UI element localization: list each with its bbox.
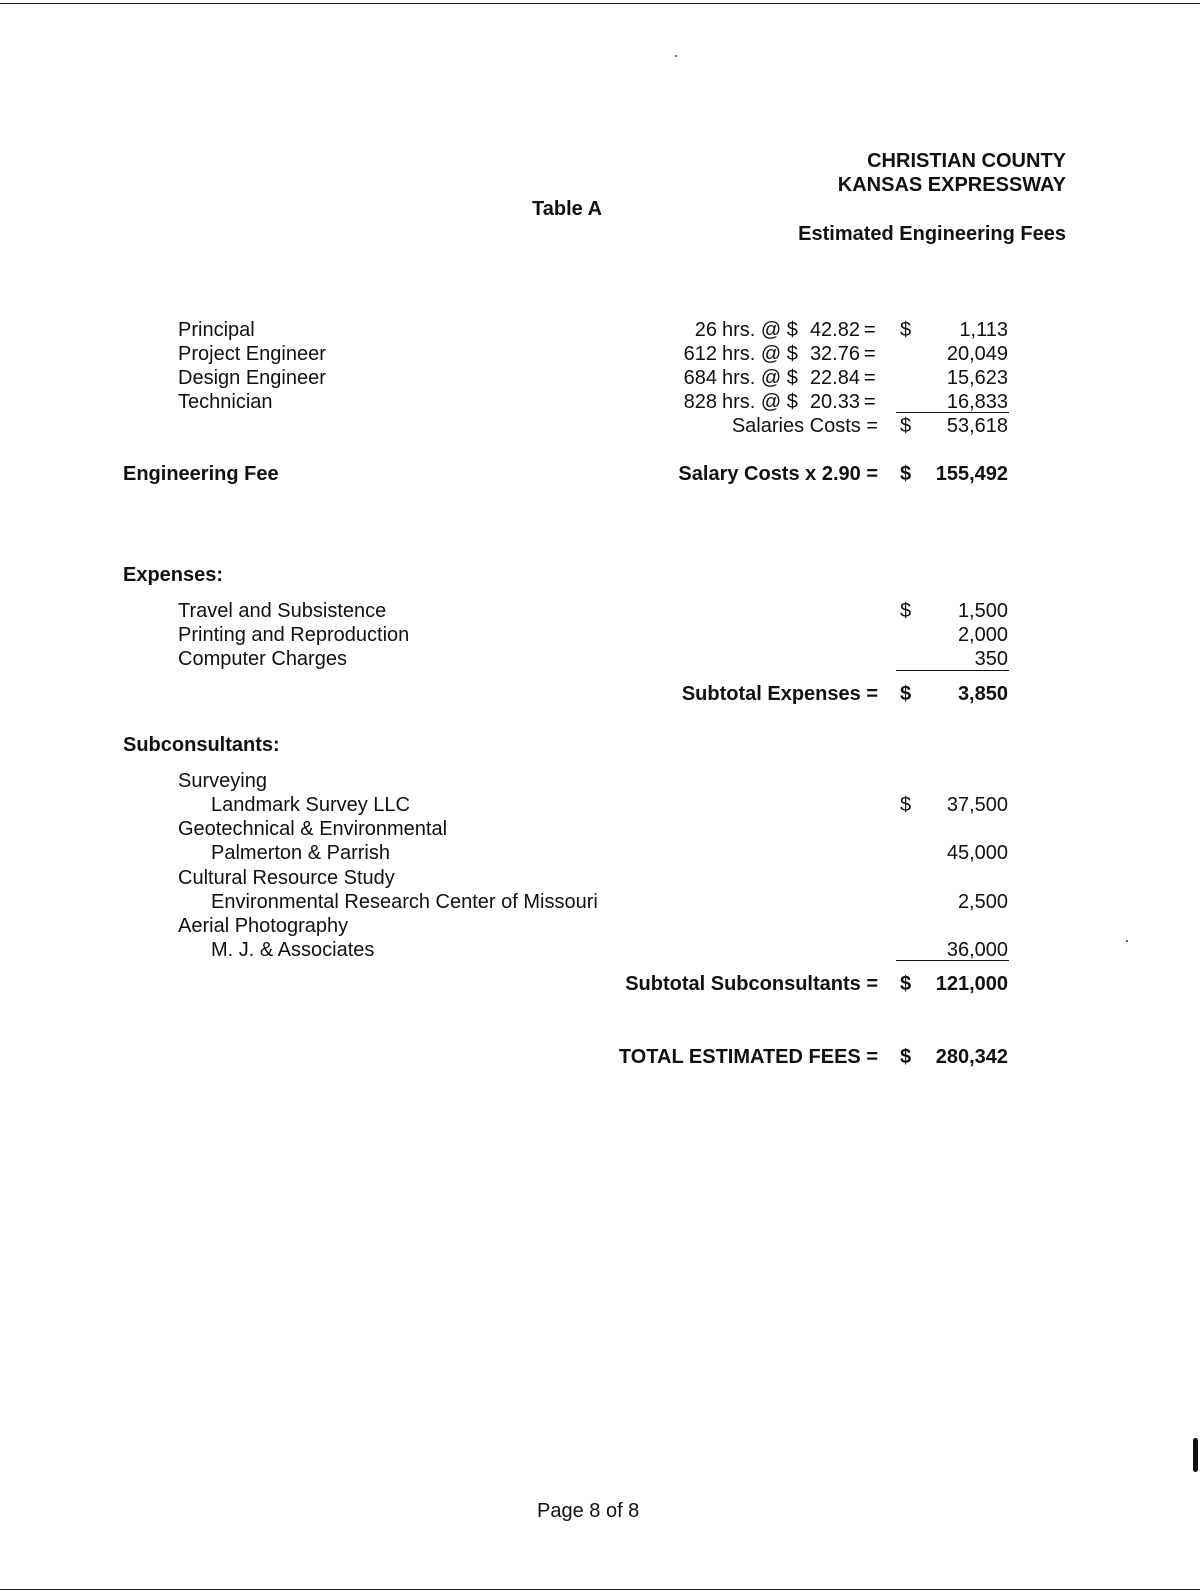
salaries-label: Salaries Costs = [731,415,878,437]
subconsultants-heading: Subconsultants: [123,734,280,756]
table-label: Table A [532,198,603,220]
header-subtitle: Estimated Engineering Fees [798,223,1066,245]
subtotal-subconsultants-label: Subtotal Subconsultants = [625,973,878,995]
subtotal-expenses-label: Subtotal Expenses = [681,683,878,705]
salaries-amount: 53,618 [946,415,1008,437]
salaries-dollar: $ [900,415,912,437]
labor-dollar: $ [900,319,912,341]
labor-equals: = [864,367,876,389]
subconsultant-amount: 37,500 [946,794,1008,816]
labor-equals: = [864,319,876,341]
subtotal-subconsultants-amount: 121,000 [935,973,1008,995]
labor-rate: 42.82 [809,319,860,341]
labor-unit: hrs. @ $ [722,319,798,341]
subtotal-subconsultants-dollar: $ [900,973,912,995]
total-label: TOTAL ESTIMATED FEES = [618,1046,878,1068]
labor-title: Technician [178,391,273,413]
expense-name: Travel and Subsistence [178,600,387,622]
labor-rate: 32.76 [809,343,860,365]
page-number: Page 8 of 8 [537,1500,640,1522]
underline-rule [896,412,1009,413]
subconsultant-dollar: $ [900,794,912,816]
scan-speck [675,55,677,57]
labor-hours: 612 [683,343,717,365]
labor-unit: hrs. @ $ [722,343,798,365]
engineering-fee-calc: Salary Costs x 2.90 = [678,463,878,485]
labor-title: Design Engineer [178,367,326,389]
engineering-fee-label: Engineering Fee [123,463,279,485]
labor-rate: 20.33 [809,391,860,413]
engineering-fee-dollar: $ [900,463,912,485]
scan-top-rule [0,3,1200,4]
expense-amount: 2,000 [957,624,1008,646]
labor-equals: = [864,343,876,365]
scan-bottom-rule [0,1589,1200,1590]
subconsultant-amount: 36,000 [946,939,1008,961]
scan-speck [1126,940,1128,942]
expense-dollar: $ [900,600,912,622]
underline-rule [896,670,1009,671]
labor-amount: 1,113 [959,319,1008,341]
labor-title: Principal [178,319,255,341]
subconsultant-firm: Palmerton & Parrish [211,842,390,864]
subtotal-expenses-amount: 3,850 [957,683,1008,705]
labor-amount: 16,833 [946,391,1008,413]
expense-name: Printing and Reproduction [178,624,410,646]
subconsultant-amount: 45,000 [946,842,1008,864]
scan-edge-mark [1193,1438,1198,1472]
subconsultant-firm: M. J. & Associates [211,939,375,961]
header-county: CHRISTIAN COUNTY [867,150,1066,172]
expense-amount: 1,500 [957,600,1008,622]
subtotal-expenses-dollar: $ [900,683,912,705]
subconsultant-amount: 2,500 [957,891,1008,913]
header-project: KANSAS EXPRESSWAY [837,174,1066,196]
subconsultant-firm: Environmental Research Center of Missouri [211,891,598,913]
labor-hours: 828 [683,391,717,413]
labor-rate: 22.84 [809,367,860,389]
subconsultant-category: Aerial Photography [178,915,349,937]
labor-equals: = [864,391,876,413]
labor-unit: hrs. @ $ [722,391,798,413]
expenses-heading: Expenses: [123,564,224,586]
labor-hours: 684 [683,367,717,389]
labor-amount: 20,049 [946,343,1008,365]
subconsultant-firm: Landmark Survey LLC [211,794,410,816]
subconsultant-category: Surveying [178,770,267,792]
labor-unit: hrs. @ $ [722,367,798,389]
subconsultant-category: Cultural Resource Study [178,867,395,889]
engineering-fee-amount: 155,492 [935,463,1008,485]
total-amount: 280,342 [935,1046,1008,1068]
labor-title: Project Engineer [178,343,326,365]
underline-rule [896,960,1009,961]
subconsultant-category: Geotechnical & Environmental [178,818,448,840]
expense-name: Computer Charges [178,648,347,670]
labor-hours: 26 [694,319,717,341]
labor-amount: 15,623 [946,367,1008,389]
total-dollar: $ [900,1046,912,1068]
expense-amount: 350 [974,648,1008,670]
